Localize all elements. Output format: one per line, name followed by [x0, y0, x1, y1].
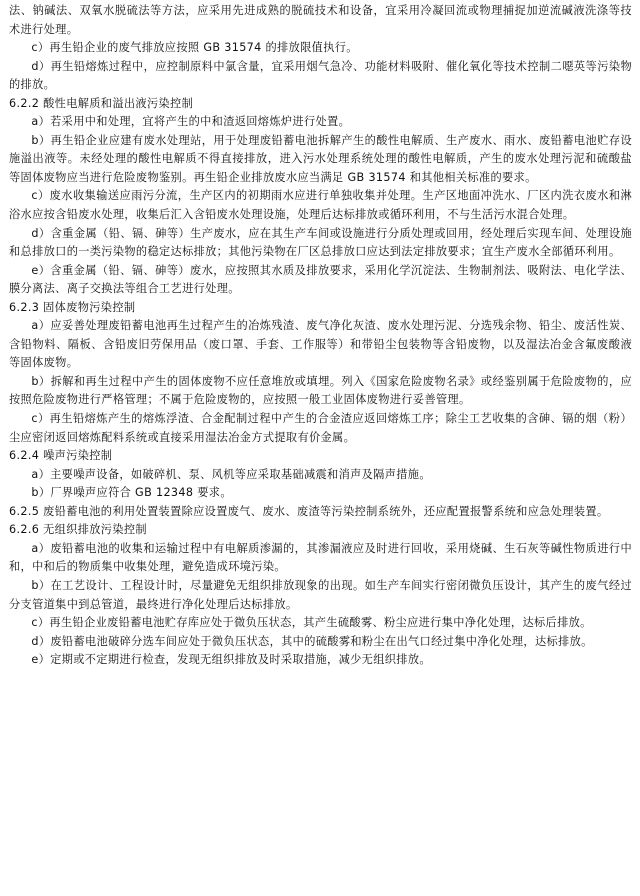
- list-item-d: d）再生铅熔炼过程中，应控制原料中氯含量，宜采用烟气急冷、功能材料吸附、催化氧化等技术控制二噁英等污染物的排放。: [9, 59, 632, 92]
- list-item-b: b）拆解和再生过程中产生的固体废物不应任意堆放或填埋。列入《国家危险废物名录》或经鉴别属于危险废物的，应按照危险废物进行严格管理；不属于危险废物的，应按照一般工业固体废物进行妥善管理。: [9, 374, 632, 407]
- paragraph: 法、钠碱法、双氧水脱硫法等方法，应采用先进成熟的脱硫技术和设备，宜采用冷凝回流或物理捕捉加逆流碱液洗涤等技术进行处理。: [9, 4, 632, 36]
- list-item-c: c）再生铅熔炼产生的熔炼浮渣、合金配制过程中产生的合金渣应返回熔炼工序；除尘工艺收集的含砷、镉的烟（粉）尘应密闭返回熔炼配料系统或直接采用湿法冶金方式提取有价金属。: [9, 412, 632, 444]
- section-heading-6-2-4: 6.2.4 噪声污染控制: [9, 449, 113, 463]
- section-heading-6-2-6: 6.2.6 无组织排放污染控制: [9, 523, 147, 537]
- list-item-d: d）含重金属（铅、镉、砷等）生产废水，应在其生产车间或设施进行分质处理或回用，经处理后实现车间、处理设施和总排放口的一类污染物的稳定达标排放；其他污染物在厂区总排放口应达到法定排放要求；宜生产废水全部循环利用。: [9, 226, 632, 259]
- list-item-b: b）厂界噪声应符合 GB 12348 要求。: [31, 486, 232, 500]
- section-paragraph-6-2-5: 6.2.5 废铅蓄电池的利用处置装置除应设置废气、废水、废渣等污染控制系统外，还应配置报警系统和应急处理装置。: [9, 504, 609, 518]
- list-item-d: d）废铅蓄电池破碎分选车间应处于微负压状态，其中的硫酸雾和粉尘在出气口经过集中净化处理，达标排放。: [31, 634, 593, 648]
- list-item-e: e）含重金属（铅、镉、砷等）废水，应按照其水质及排放要求，采用化学沉淀法、生物制剂法、吸附法、电化学法、膜分离法、离子交换法等组合工艺进行处理。: [9, 263, 632, 296]
- list-item-a: a）废铅蓄电池的收集和运输过程中有电解质渗漏的，其渗漏液应及时进行回收，采用烧碱、生石灰等碱性物质进行中和，中和后的物质集中收集处理，避免造成环境污染。: [9, 541, 632, 574]
- list-item-c: c）再生铅企业废铅蓄电池贮存库应处于微负压状态，其产生硫酸雾、粉尘应进行集中净化处理，达标后排放。: [31, 616, 592, 630]
- list-item-a: a）主要噪声设备，如破碎机、泵、风机等应采取基础减震和消声及隔声措施。: [31, 467, 431, 481]
- list-item-a: a）应妥善处理废铅蓄电池再生过程产生的冶炼残渣、废气净化灰渣、废水处理污泥、分选残余物、铅尘、废活性炭、含铅物料、隔板、含铅废旧劳保用品（废口罩、手套、工作服等）和带铅尘包装物等含铅废物，以及湿法冶金含氟废酸液等固体废物。: [9, 319, 632, 370]
- section-heading-6-2-2: 6.2.2 酸性电解质和溢出液污染控制: [9, 96, 194, 110]
- list-item-a: a）若采用中和处理，宜将产生的中和渣返回熔炼炉进行处置。: [31, 115, 351, 129]
- list-item-c: c）再生铅企业的废气排放应按照 GB 31574 的排放限值执行。: [31, 41, 358, 55]
- list-item-b: b）在工艺设计、工程设计时，尽量避免无组织排放现象的出现。如生产车间实行密闭微负压设计，其产生的废气经过分支管道集中到总管道，最终进行净化处理后达标排放。: [9, 578, 632, 611]
- section-heading-6-2-3: 6.2.3 固体废物污染控制: [9, 300, 136, 314]
- list-item-c: c）废水收集输送应雨污分流，生产区内的初期雨水应进行单独收集并处理。生产区地面冲洗水、厂区内洗衣废水和淋浴水应按含铅废水处理，收集后汇入含铅废水处理设施，处理后达标排放或循环利用，不与生活污水混合处理。: [9, 189, 632, 222]
- list-item-b: b）再生铅企业应建有废水处理站，用于处理废铅蓄电池拆解产生的酸性电解质、生产废水、雨水、废铅蓄电池贮存设施溢出液等。未经处理的酸性电解质不得直接排放，进入污水处理系统处理的酸性电解质，产生的废水处理污泥和硫酸盐等固体废物应当进行危险废物鉴别。再生铅企业排放废水应当满足 GB 31574 和其他相关标准的要求。: [9, 133, 632, 184]
- list-item-e: e）定期或不定期进行检查，发现无组织排放及时采取措施，减少无组织排放。: [31, 653, 431, 667]
